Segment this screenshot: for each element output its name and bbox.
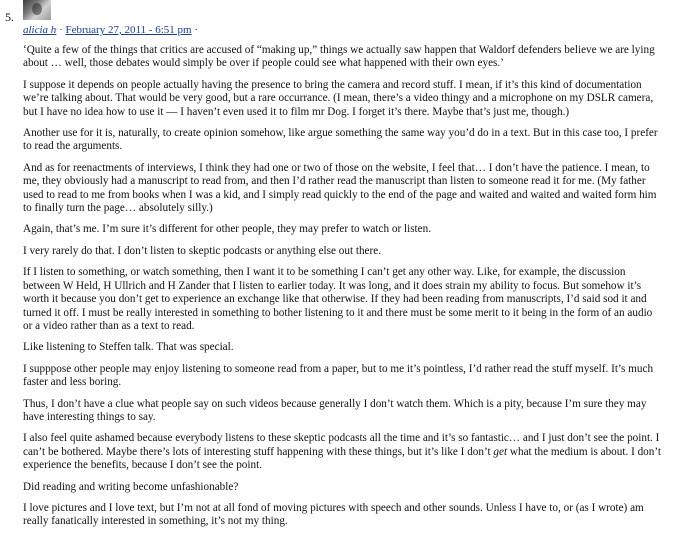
comment-paragraph: ‘Quite a few of the things that critics are accused of “making up,” things we actually saw happen that Waldorf defenders believe we are lying about … well, those debates would simply be over if people could see what happened with their own eyes.’: [23, 44, 655, 70]
comment-paragraph: I supppose other people may enjoy listening to someone read from a paper, but to me it’s pointless, I’d rather read the stuff myself. It’s much faster and less boring.: [23, 362, 654, 389]
comment-body: [23, 44, 663, 537]
meta-separator: ·: [59, 24, 63, 36]
paragraph-text: I also feel quite ashamed because everybody listens to these skeptic podcasts all the time and it’s so fantastic… and I just don’t see the point. I can’t be bothered. Maybe there’s lots of interesting stuff happening with these things, but it’s like I don’t: [23, 432, 660, 458]
comment-paragraph: Again, that’s me. I’m sure it’s different for other people, they may prefer to watch or listen.: [23, 223, 432, 236]
comment-paragraph: [23, 432, 663, 472]
comment-paragraph: Another use for it is, naturally, to create opinion somehow, like argue something the same way you’d do in a text. But in this case too, I prefer to read the arguments.: [23, 127, 658, 153]
comment-number: 5.: [5, 10, 14, 24]
emphasis-text: get: [493, 445, 508, 458]
avatar: [23, 0, 51, 20]
comment-paragraph: Like listening to Steffen talk. That was special.: [23, 341, 234, 354]
author-link[interactable]: alicia h: [23, 24, 57, 36]
comment-paragraph: If I listen to something, or watch something, then I want it to be something I can’t get any other way. Like, for example, the discussion between W Held, H Ullrich and H Zander that I listen to earlier today. It was long, and it does strain my ability to focus. But somehow it’s worth it because you don’t get to experience an exchange like that otherwise. If they had been reading from manuscripts, I’d said sod it and turned it off. I must be really interested in something to bother listening to it and there must be some merit to it being in the form of an audio or a video rather than as a text to read.: [23, 266, 653, 332]
comment-paragraph: I suppose it depends on people actually having the presence to bring the camera and record stuff. I mean, if it’s this kind of documentation we’re talking about. That would be very good, but a rare occurrance. (I mean, there’s a video thingy and a microphone on my DSLR camera, but I have no idea how to use it — I haven’t even used it to film mr Dog. I forget it’s there. Maybe that’s just me, though.): [23, 78, 654, 118]
comment-paragraph: And as for reenactments of interviews, I think they had one or two of those on the website, I feel that… I don’t have the patience. I mean, to me, they obviously had a manuscript to read from, and then I’d rather read the manuscript than listen to someone read it for me. (My father used to read to me from books when I was a kid, and I simply read quickly to the end of the page and waited and waited and waited form him to finally turn the page… absolutely silly.): [23, 161, 657, 215]
paragraph-text: what the medium is about. I don’t experience the benefits, because I don’t see the point.: [23, 445, 662, 472]
comment-paragraph: Did reading and writing become unfashionable?: [23, 480, 239, 493]
meta-separator: ·: [194, 24, 198, 36]
comment-paragraph: I very rarely do that. I don’t listen to skeptic podcasts or anything else out there.: [23, 244, 382, 257]
comment-paragraph: I love pictures and I love text, but I’m not at all fond of moving pictures with speech and other sounds. Unless I have to, or (as I wrote) am really fanatically interested in something, it’s not my thing.: [23, 501, 644, 528]
comment-permalink[interactable]: February 27, 2011 - 6:51 pm: [65, 24, 192, 36]
comment-paragraph: Thus, I don’t have a clue what people say on such videos because generally I don’t watch them. Which is a pity, because I’m sure they may have interesting things to say.: [23, 397, 647, 423]
comment-meta: [23, 23, 198, 37]
